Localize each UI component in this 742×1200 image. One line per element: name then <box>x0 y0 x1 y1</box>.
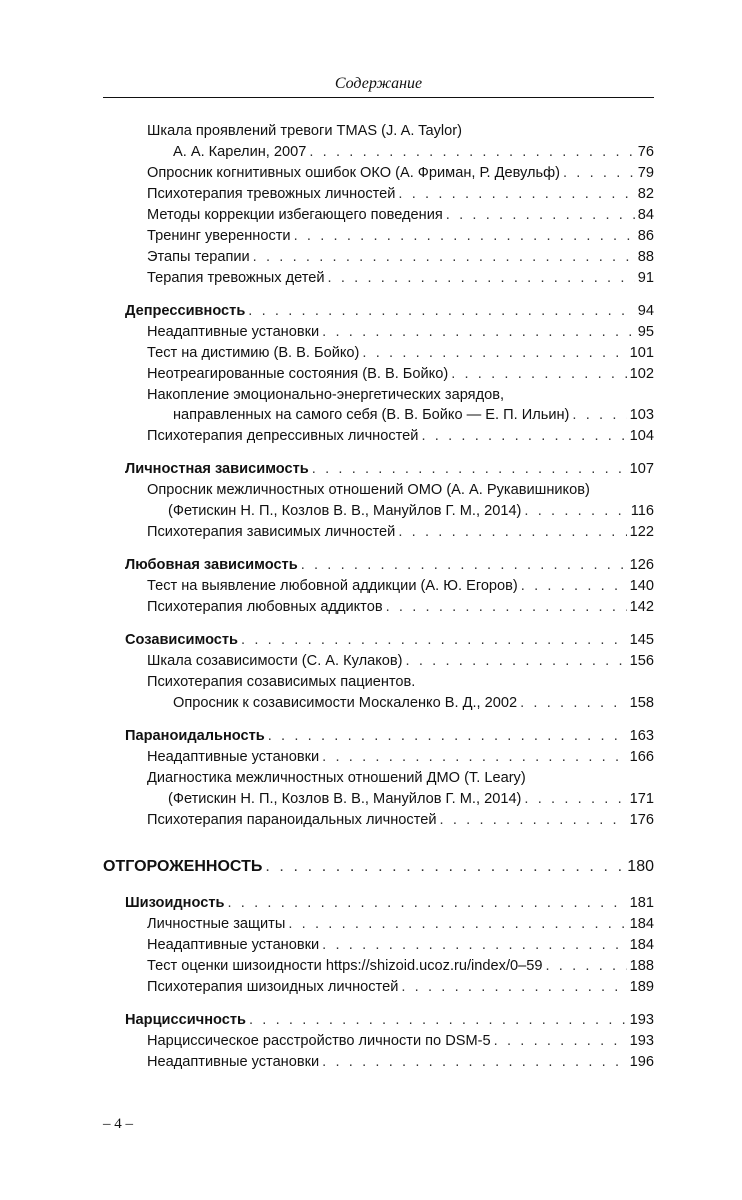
toc-entry[interactable] <box>147 480 654 501</box>
toc-entry-page: 82 <box>637 186 654 202</box>
toc-entry-title: Этапы терапии <box>147 249 250 265</box>
toc-entry-page: 166 <box>629 749 654 765</box>
leader-dots <box>322 322 635 343</box>
toc-entry[interactable] <box>168 789 654 810</box>
leader-dots <box>451 364 626 385</box>
toc-entry-title: Шкала созависимости (С. А. Кулаков) <box>147 653 403 669</box>
toc-entry-page: 184 <box>629 937 654 953</box>
toc-section[interactable] <box>125 893 654 914</box>
leader-dots <box>446 205 635 226</box>
leader-dots <box>521 576 627 597</box>
toc-entry-page: 91 <box>637 270 654 286</box>
toc-entry-page: 193 <box>629 1033 654 1049</box>
toc-entry-page: 102 <box>629 366 654 382</box>
toc-part-title: ОТГОРОЖЕННОСТЬ <box>103 858 263 875</box>
toc-entry-page: 84 <box>637 207 654 223</box>
leader-dots <box>386 597 627 618</box>
toc-entry-title: Психотерапия тревожных личностей <box>147 186 396 202</box>
toc-section-title: Шизоидность <box>125 895 225 911</box>
toc-entry[interactable] <box>173 142 654 163</box>
toc-entry-title: Тест на выявление любовной аддикции (А. Ю. Егоров) <box>147 578 518 594</box>
toc-section[interactable] <box>125 1010 654 1031</box>
toc-entry[interactable] <box>147 576 654 597</box>
toc-entry-title: Психотерапия зависимых личностей <box>147 524 396 540</box>
toc-entry-title: Опросник когнитивных ошибок ОКО (А. Фриман, Р. Девульф) <box>147 165 560 181</box>
toc-section[interactable] <box>125 301 654 322</box>
toc-entry-title: Шкала проявлений тревоги TMAS (J. A. Taylor) <box>147 123 462 139</box>
toc-entry-page: 171 <box>629 791 654 807</box>
leader-dots <box>401 977 626 998</box>
toc-entry-title: Неадаптивные установки <box>147 749 320 765</box>
leader-dots <box>265 856 624 877</box>
toc-entry[interactable] <box>147 364 654 385</box>
toc-entry-title: Тренинг уверенности <box>147 228 291 244</box>
toc-entry[interactable] <box>147 1052 654 1073</box>
toc-entry[interactable] <box>147 385 654 406</box>
toc-part[interactable] <box>103 856 654 877</box>
toc-section-page: 181 <box>629 895 654 911</box>
leader-dots <box>249 1010 627 1031</box>
toc-entry-title: Методы коррекции избегающего поведения <box>147 207 443 223</box>
toc-entry-page: 156 <box>629 653 654 669</box>
leader-dots <box>227 893 626 914</box>
leader-dots <box>421 426 626 447</box>
toc-entry-title: Опросник межличностных отношений ОМО (А. А. Рукавишников) <box>147 482 590 498</box>
page-header-title: Содержание <box>334 75 423 92</box>
toc-entry-title: (Фетискин Н. П., Козлов В. В., Мануйлов Г. М., 2014) <box>168 791 522 807</box>
toc-entry[interactable] <box>147 343 654 364</box>
toc-entry[interactable] <box>147 935 654 956</box>
toc-entry-title: Психотерапия депрессивных личностей <box>147 428 419 444</box>
toc-section-page: 193 <box>629 1012 654 1028</box>
toc-entry-page: 122 <box>629 524 654 540</box>
leader-dots <box>563 163 635 184</box>
toc-entry[interactable] <box>147 322 654 343</box>
leader-dots <box>440 810 627 831</box>
toc-entry[interactable] <box>147 914 654 935</box>
leader-dots <box>241 630 627 651</box>
toc-entry-page: 76 <box>637 144 654 160</box>
toc-entry-title: Опросник к созависимости Москаленко В. Д., 2002 <box>173 695 518 711</box>
leader-dots <box>494 1031 627 1052</box>
toc-entry-title: направленных на самого себя (В. В. Бойко — Е. П. Ильин) <box>173 407 570 423</box>
leader-dots <box>328 268 635 289</box>
toc-entry[interactable] <box>147 226 654 247</box>
leader-dots <box>322 935 626 956</box>
toc-entry-title: Накопление эмоционально-энергетических зарядов, <box>147 387 505 403</box>
toc-entry[interactable] <box>173 693 654 714</box>
toc-entry[interactable] <box>147 163 654 184</box>
toc-entry-page: 95 <box>637 324 654 340</box>
toc-entry[interactable] <box>147 672 654 693</box>
leader-dots <box>268 726 627 747</box>
toc-entry[interactable] <box>147 747 654 768</box>
toc-entry-title: Психотерапия любовных аддиктов <box>147 599 383 615</box>
leader-dots <box>398 184 634 205</box>
toc-entry-title: Неадаптивные установки <box>147 324 320 340</box>
toc-section[interactable] <box>125 630 654 651</box>
leader-dots <box>545 956 626 977</box>
toc-entry-title: А. А. Карелин, 2007 <box>173 144 307 160</box>
leader-dots <box>309 142 634 163</box>
toc-entry-page: 196 <box>629 1054 654 1070</box>
toc-entry[interactable] <box>147 121 654 142</box>
toc-section-title: Личностная зависимость <box>125 461 309 477</box>
leader-dots <box>572 405 626 426</box>
toc-section[interactable] <box>125 459 654 480</box>
toc-entry-title: Тест на дистимию (В. В. Бойко) <box>147 345 360 361</box>
toc-entry-page: 158 <box>629 695 654 711</box>
toc-entry-title: Неадаптивные установки <box>147 937 320 953</box>
toc-entry-title: Личностные защиты <box>147 916 286 932</box>
toc-entry-page: 176 <box>629 812 654 828</box>
toc-entry[interactable] <box>147 426 654 447</box>
toc-part-page: 180 <box>627 858 654 875</box>
toc-section-page: 107 <box>629 461 654 477</box>
toc-entry[interactable] <box>147 768 654 789</box>
toc-section-page: 145 <box>629 632 654 648</box>
toc-section-title: Нарциссичность <box>125 1012 246 1028</box>
toc-entry-page: 79 <box>637 165 654 181</box>
leader-dots <box>322 1052 626 1073</box>
toc-section-title: Параноидальность <box>125 728 265 744</box>
toc-entry-page: 86 <box>637 228 654 244</box>
toc-section-page: 94 <box>637 303 654 319</box>
toc-section-title: Любовная зависимость <box>125 557 298 573</box>
toc-entry[interactable] <box>147 597 654 618</box>
toc-entry-page: 142 <box>629 599 654 615</box>
toc-section-title: Депрессивность <box>125 303 246 319</box>
toc-entry-page: 101 <box>629 345 654 361</box>
toc-entry-title: Психотерапия параноидальных личностей <box>147 812 437 828</box>
leader-dots <box>322 747 626 768</box>
toc-entry-title: (Фетискин Н. П., Козлов В. В., Мануйлов Г. М., 2014) <box>168 503 522 519</box>
toc-section[interactable] <box>125 555 654 576</box>
toc-entry-page: 103 <box>629 407 654 423</box>
toc-entry[interactable] <box>147 205 654 226</box>
toc-section-page: 163 <box>629 728 654 744</box>
toc-entry-page: 140 <box>629 578 654 594</box>
toc-entry[interactable] <box>168 501 654 522</box>
toc-entry-page: 188 <box>629 958 654 974</box>
toc-entry[interactable] <box>147 1031 654 1052</box>
toc-entry[interactable] <box>147 651 654 672</box>
toc-section-page: 126 <box>629 557 654 573</box>
page-number: – 4 – <box>103 1116 133 1132</box>
toc-entry-title: Неотреагированные состояния (В. В. Бойко) <box>147 366 449 382</box>
leader-dots <box>312 459 627 480</box>
leader-dots <box>398 522 626 543</box>
toc-entry-title: Психотерапия шизоидных личностей <box>147 979 399 995</box>
toc-entry-title: Неадаптивные установки <box>147 1054 320 1070</box>
toc-entry-title: Диагностика межличностных отношений ДМО (T. Leary) <box>147 770 526 786</box>
toc-entry-page: 189 <box>629 979 654 995</box>
toc-entry[interactable] <box>147 810 654 831</box>
toc-entry[interactable] <box>147 247 654 268</box>
toc-entry-title: Тест оценки шизоидности https://shizoid.ucoz.ru/index/0–59 <box>147 958 543 974</box>
toc-section[interactable] <box>125 726 654 747</box>
toc-entry-page: 104 <box>629 428 654 444</box>
toc-entry[interactable] <box>147 268 654 289</box>
toc-entry[interactable] <box>173 405 654 426</box>
leader-dots <box>362 343 626 364</box>
toc-entry-title: Терапия тревожных детей <box>147 270 325 286</box>
leader-dots <box>406 651 627 672</box>
leader-dots <box>248 301 634 322</box>
leader-dots <box>294 226 635 247</box>
toc-section-title: Созависимость <box>125 632 239 648</box>
toc-entry[interactable] <box>147 977 654 998</box>
toc-entry[interactable] <box>147 522 654 543</box>
leader-dots <box>520 693 627 714</box>
toc-entry-page: 116 <box>630 503 654 519</box>
leader-dots <box>253 247 635 268</box>
leader-dots <box>301 555 627 576</box>
leader-dots <box>524 789 626 810</box>
toc-entry[interactable] <box>147 956 654 977</box>
leader-dots <box>288 914 626 935</box>
toc-entry-title: Психотерапия созависимых пациентов. <box>147 674 416 690</box>
toc-entry-title: Нарциссическое расстройство личности по DSM-5 <box>147 1033 491 1049</box>
toc-entry-page: 184 <box>629 916 654 932</box>
toc-entry-page: 88 <box>637 249 654 265</box>
toc-entry[interactable] <box>147 184 654 205</box>
leader-dots <box>524 501 627 522</box>
